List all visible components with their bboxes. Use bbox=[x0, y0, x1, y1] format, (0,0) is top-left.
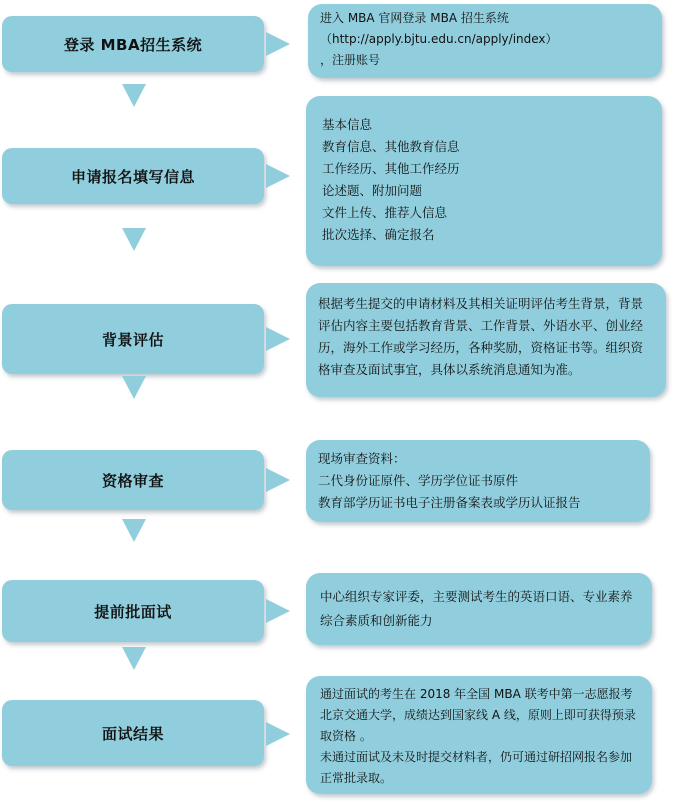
step-interview bbox=[2, 580, 264, 642]
detail-line: 批次选择、确定报名 bbox=[322, 227, 435, 242]
detail-line: 二代身份证原件、学历学位证书原件 bbox=[318, 473, 519, 488]
detail-background bbox=[306, 283, 666, 397]
step-background bbox=[2, 304, 264, 374]
detail-line: ，注册账号 bbox=[320, 53, 381, 67]
detail-line: 现场审查资料： bbox=[318, 451, 406, 466]
detail-line: 教育信息、其他教育信息 bbox=[322, 139, 460, 154]
arrow-right-icon bbox=[266, 32, 290, 56]
detail-interview bbox=[306, 573, 652, 645]
detail-line: 论述题、附加问题 bbox=[322, 183, 423, 198]
detail-paragraph: 未通过面试及未及时提交材料者，仍可通过研招网报名参加正常批录取。 bbox=[320, 750, 633, 785]
step-qualification bbox=[2, 450, 264, 510]
step-login bbox=[2, 16, 264, 72]
detail-line: （http://apply.bjtu.edu.cn/apply/index） bbox=[320, 32, 558, 46]
detail-qualification bbox=[306, 440, 650, 522]
step-label: 申请报名填写信息 bbox=[70, 167, 195, 186]
detail-paragraph: 通过面试的考生在 2018 年全国 MBA 联考中第一志愿报考北京交通大学，成绩达到国家线 A 线，原则上即可获得预录取资格 。 bbox=[320, 687, 636, 743]
step-label: 面试结果 bbox=[101, 724, 164, 743]
detail-line: 进入 MBA 官网登录 MBA 招生系统 bbox=[320, 11, 509, 25]
arrow-down-icon bbox=[122, 519, 146, 542]
arrow-down-icon bbox=[122, 84, 146, 107]
detail-line: 教育部学历证书电子注册备案表或学历认证报告 bbox=[318, 495, 581, 510]
step-label: 资格审查 bbox=[101, 471, 164, 490]
detail-line: 文件上传、推荐人信息 bbox=[322, 205, 448, 220]
detail-paragraph: 根据考生提交的申请材料及其相关证明评估考生背景，背景评估内容主要包括教育背景、工作背景、外语水平、创业经历，海外工作或学习经历，各种奖励，资格证书等。组织资格审查及面试事宜，具体以系统消息通知为准。 bbox=[318, 296, 644, 377]
detail-result bbox=[306, 676, 652, 794]
arrow-right-icon bbox=[266, 722, 290, 746]
step-result bbox=[2, 700, 264, 766]
detail-line: 基本信息 bbox=[322, 117, 373, 132]
step-label: 登录 MBA招生系统 bbox=[63, 35, 203, 54]
detail-apply bbox=[306, 96, 662, 266]
arrow-right-icon bbox=[266, 164, 290, 188]
detail-paragraph: 中心组织专家评委，主要测试考生的英语口语、专业素养综合素质和创新能力 bbox=[320, 589, 633, 628]
step-label: 提前批面试 bbox=[94, 602, 172, 621]
arrow-down-icon bbox=[122, 647, 146, 670]
detail-line: 工作经历、其他工作经历 bbox=[322, 161, 460, 176]
arrow-right-icon bbox=[266, 327, 290, 351]
arrow-down-icon bbox=[122, 376, 146, 399]
arrow-down-icon bbox=[122, 228, 146, 251]
step-apply bbox=[2, 148, 264, 204]
arrow-right-icon bbox=[266, 468, 290, 492]
step-label: 背景评估 bbox=[101, 330, 164, 349]
detail-login bbox=[308, 4, 662, 78]
arrow-right-icon bbox=[266, 599, 290, 623]
